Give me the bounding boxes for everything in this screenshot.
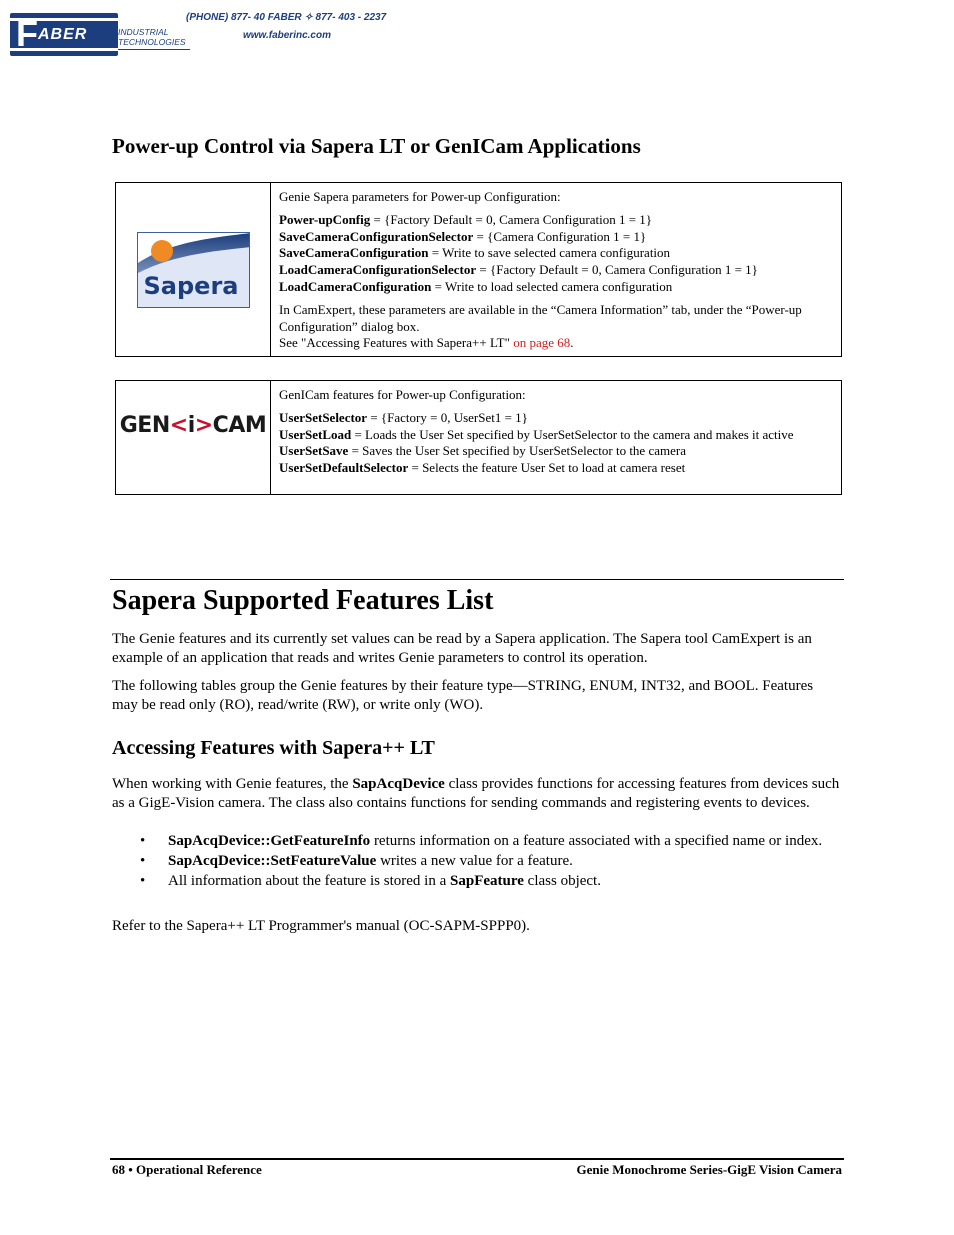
sapera-logo xyxy=(137,232,250,308)
subheading: Accessing Features with Sapera++ LT xyxy=(112,737,435,759)
section-heading: Power-up Control via Sapera LT or GenICam Applications xyxy=(112,134,641,158)
param-line: SaveCameraConfigurationSelector = {Camera Configuration 1 = 1} xyxy=(279,228,647,244)
param-line: UserSetSelector = {Factory = 0, UserSet1 = 1} xyxy=(279,409,528,425)
phone-text: (PHONE) 877- 40 FABER ✧ 877- 403 - 2237 xyxy=(186,12,387,23)
note-text: In CamExpert, these parameters are available in the “Camera Information” tab, under the “Power-up Configuration” dialog box. xyxy=(279,301,802,334)
logo-sub-line-1: INDUSTRIAL xyxy=(118,27,169,37)
param-line: SaveCameraConfiguration = Write to save selected camera configuration xyxy=(279,245,671,261)
sapacqdevice-paragraph: When working with Genie features, the SapAcqDevice class provides functions for accessing features from devices such as a GigE-Vision camera. The class also contains functions for sending commands and registering events to devices. xyxy=(112,776,840,811)
logo-underline xyxy=(118,49,190,50)
logo-word: ABER xyxy=(38,26,88,43)
param-line: UserSetSave = Saves the User Set specified by UserSetSelector to the camera xyxy=(279,443,686,459)
footer-page-section: 68 • Operational Reference xyxy=(112,1162,262,1177)
bullet-icon: • xyxy=(140,873,146,890)
genicam-text-cell xyxy=(271,381,842,495)
list-item: • SapAcqDevice::SetFeatureValue writes a new value for a feature. xyxy=(140,853,573,870)
param-line: UserSetDefaultSelector = Selects the feature User Set to load at camera reset xyxy=(279,460,686,476)
logo-sub-line-2: TECHNOLOGIES xyxy=(118,37,186,47)
genicam-params-table xyxy=(115,380,842,495)
list-item: • SapAcqDevice::GetFeatureInfo returns information on a feature associated with a specified name or index. xyxy=(140,833,823,849)
genicam-logo-cell xyxy=(116,381,271,495)
genicam-logo: GEN<i>CAM xyxy=(119,413,267,438)
logo-subtitle xyxy=(118,27,186,47)
contact-info xyxy=(186,9,386,45)
param-line: LoadCameraConfigurationSelector = {Factory Default = 0, Camera Configuration 1 = 1} xyxy=(279,262,758,278)
main-heading: Sapera Supported Features List xyxy=(112,585,494,616)
param-line: Power-upConfig = {Factory Default = 0, Camera Configuration 1 = 1} xyxy=(279,211,653,227)
sapera-logo-cell xyxy=(116,183,271,357)
genicam-param-list xyxy=(279,410,833,477)
see-suffix: . xyxy=(570,335,574,351)
sapera-intro: Genie Sapera parameters for Power-up Configuration: xyxy=(279,189,561,204)
logo-letter: F xyxy=(16,13,38,54)
genicam-intro: GenICam features for Power-up Configuration: xyxy=(279,387,526,402)
bullet-icon: • xyxy=(140,833,146,849)
see-prefix: See "Accessing Features with Sapera++ LT" xyxy=(279,335,510,351)
reference-paragraph: Refer to the Sapera++ LT Programmer's manual (OC-SAPM-SPPP0). xyxy=(112,918,530,934)
sapera-text-cell xyxy=(271,183,842,357)
param-line: LoadCameraConfiguration = Write to load selected camera configuration xyxy=(279,278,673,294)
sapera-note xyxy=(279,302,833,352)
section-divider xyxy=(110,579,844,580)
sapera-param-list xyxy=(279,212,833,296)
bullet-icon: • xyxy=(140,853,146,870)
intro-paragraph: The Genie features and its currently set values can be read by a Sapera application. The Sapera tool CamExpert is an example of an application that reads and writes Genie parameters to control its operation. xyxy=(112,631,812,666)
function-list xyxy=(112,832,842,892)
website-link[interactable]: www.faberinc.com xyxy=(243,30,331,41)
page-link[interactable]: on page 68 xyxy=(509,335,571,351)
types-paragraph: The following tables group the Genie features by their feature type—STRING, ENUM, INT32, and BOOL. Features may be read only (RO), read/write (RW), or write only (WO). xyxy=(112,678,814,713)
param-line: UserSetLoad = Loads the User Set specified by UserSetSelector to the camera and makes it active xyxy=(279,426,794,442)
sapera-params-table xyxy=(115,182,842,357)
faber-logo-box xyxy=(10,13,118,56)
footer-divider xyxy=(110,1158,844,1160)
sapera-logo-text: Sapera xyxy=(143,271,239,300)
list-item: • All information about the feature is stored in a SapFeature class object. xyxy=(140,873,601,890)
footer-document-title: Genie Monochrome Series-GigE Vision Camera xyxy=(576,1162,842,1177)
